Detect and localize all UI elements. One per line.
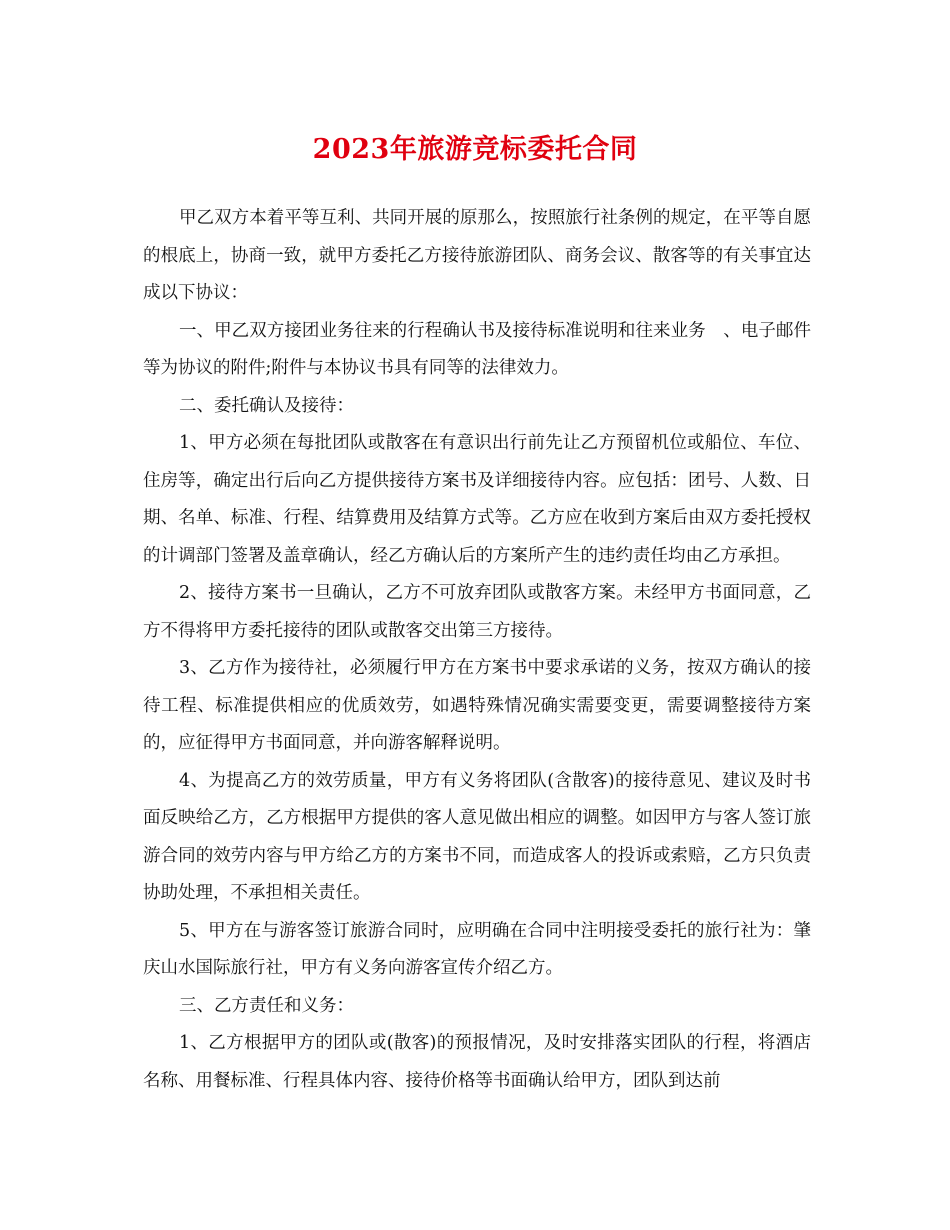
- paragraph-2-4: 4、为提高乙方的效劳质量，甲方有义务将团队(含散客)的接待意见、建议及时书面反映给乙方，乙方根据甲方提供的客人意见做出相应的调整。如因甲方与客人签订旅游合同的效劳内容与甲方给乙方的方案书不同，而造成客人的投诉或索赔，乙方只负责协助处理，不承担相关责任。: [143, 770, 811, 903]
- paragraph-2-1: 1、甲方必须在每批团队或散客在有意识出行前先让乙方预留机位或船位、车位、住房等，确定出行后向乙方提供接待方案书及详细接待内容。应包括：团号、人数、日期、名单、标准、行程、结算费用及结算方式等。乙方应在收到方案后由双方委托授权的计调部门签署及盖章确认，经乙方确认后的方案所产生的违约责任均由乙方承担。: [143, 433, 811, 566]
- paragraph-clause-1: 一、甲乙双方接团业务往来的行程确认书及接待标准说明和往来业务 、电子邮件等为协议的附件;附件与本协议书具有同等的法律效力。: [143, 320, 811, 378]
- paragraph-2-3: 3、乙方作为接待社，必须履行甲方在方案书中要求承诺的义务，按双方确认的接待工程、标准提供相应的优质效劳，如遇特殊情况确实需要变更，需要调整接待方案的，应征得甲方书面同意，并向游客解释说明。: [143, 658, 811, 753]
- document-body: [143, 200, 811, 1100]
- section-heading-3: 三、乙方责任和义务：: [179, 995, 354, 1016]
- paragraph-preamble: 甲乙双方本着平等互利、共同开展的原那么，按照旅行社条例的规定，在平等自愿的根底上，协商一致，就甲方委托乙方接待旅游团队、商务会议、散客等的有关事宜达成以下协议：: [143, 208, 811, 303]
- section-heading-2: 二、委托确认及接待：: [179, 395, 354, 416]
- paragraph-2-2: 2、接待方案书一旦确认，乙方不可放弃团队或散客方案。未经甲方书面同意，乙方不得将甲方委托接待的团队或散客交出第三方接待。: [143, 583, 811, 641]
- paragraph-3-1: 1、乙方根据甲方的团队或(散客)的预报情况，及时安排落实团队的行程，将酒店名称、用餐标准、行程具体内容、接待价格等书面确认给甲方，团队到达前: [143, 1033, 811, 1091]
- paragraph-2-5: 5、甲方在与游客签订旅游合同时，应明确在合同中注明接受委托的旅行社为：肇庆山水国际旅行社，甲方有义务向游客宣传介绍乙方。: [143, 920, 811, 978]
- document-title: 2023年旅游竞标委托合同: [312, 134, 638, 165]
